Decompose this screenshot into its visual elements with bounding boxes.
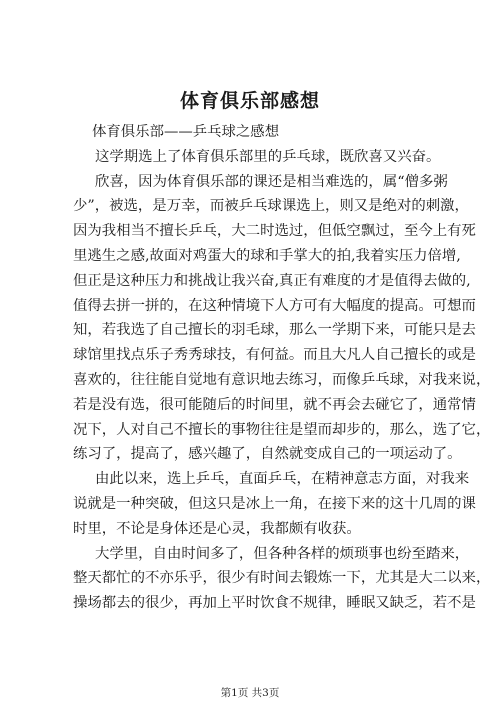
page-number: 第1页 共3页 bbox=[220, 687, 280, 699]
body-line: 但正是这种压力和挑战让我兴奋,真正有难度的才是值得去做的, bbox=[73, 272, 471, 289]
body-line: 操场都去的很少，再加上平时饮食不规律，睡眠又缺乏，若不是 bbox=[73, 595, 476, 612]
body-line: 况下，人对自己不擅长的事物往往是望而却步的，那么，选了它， bbox=[73, 421, 491, 438]
document-body bbox=[73, 120, 491, 616]
body-line: 球馆里找点乐子秀秀球技，有何益。而且大凡人自己擅长的或是 bbox=[73, 347, 476, 364]
body-line: 因为我相当不擅长乒乓，大二时选过，但低空飘过，至今上有死 bbox=[73, 223, 476, 240]
body-line: 这学期选上了体育俱乐部里的乒乓球，既欣喜又兴奋。 bbox=[95, 148, 441, 165]
body-line: 整天都忙的不亦乐乎，很少有时间去锻炼一下，尤其是大二以来， bbox=[73, 570, 491, 587]
body-line: 由此以来，选上乒乓，直面乒乓，在精神意志方面，对我来 bbox=[95, 471, 470, 488]
body-line: 喜欢的，往往能自觉地有意识地去练习，而像乒乓球，对我来说， bbox=[73, 371, 491, 388]
document-title: 体育俱乐部感想 bbox=[179, 90, 320, 112]
body-line: 时里，不论是身体还是心灵，我都颇有收获。 bbox=[73, 520, 361, 537]
body-line: 欣喜，因为体育俱乐部的课还是相当难选的，属“僧多粥 bbox=[95, 173, 448, 190]
body-line: 知，若我选了自己擅长的羽毛球，那么一学期下来，可能只是去 bbox=[73, 322, 476, 339]
body-line: 若是没有选，很可能随后的时间里，就不再会去碰它了，通常情 bbox=[73, 396, 476, 413]
subtitle-line: 体育俱乐部——乒乓球之感想 bbox=[92, 124, 280, 140]
body-line: 大学里，自由时间多了，但各种各样的烦琐事也纷至踏来， bbox=[95, 545, 470, 562]
body-line: 里逃生之感,故面对鸡蛋大的球和手掌大的拍,我着实压力倍增, bbox=[73, 247, 461, 264]
body-line: 值得去拼一拼的，在这种情境下人方可有大幅度的提高。可想而 bbox=[73, 297, 476, 314]
body-line: 练习了，提高了，感兴趣了，自然就变成自己的一项运动了。 bbox=[73, 446, 462, 463]
body-line: 少”，被选，是万幸，而被乒乓球课选上，则又是绝对的刺激， bbox=[73, 198, 469, 215]
body-line: 说就是一种突破，但这只是冰上一角，在接下来的这十几周的课 bbox=[73, 495, 476, 512]
